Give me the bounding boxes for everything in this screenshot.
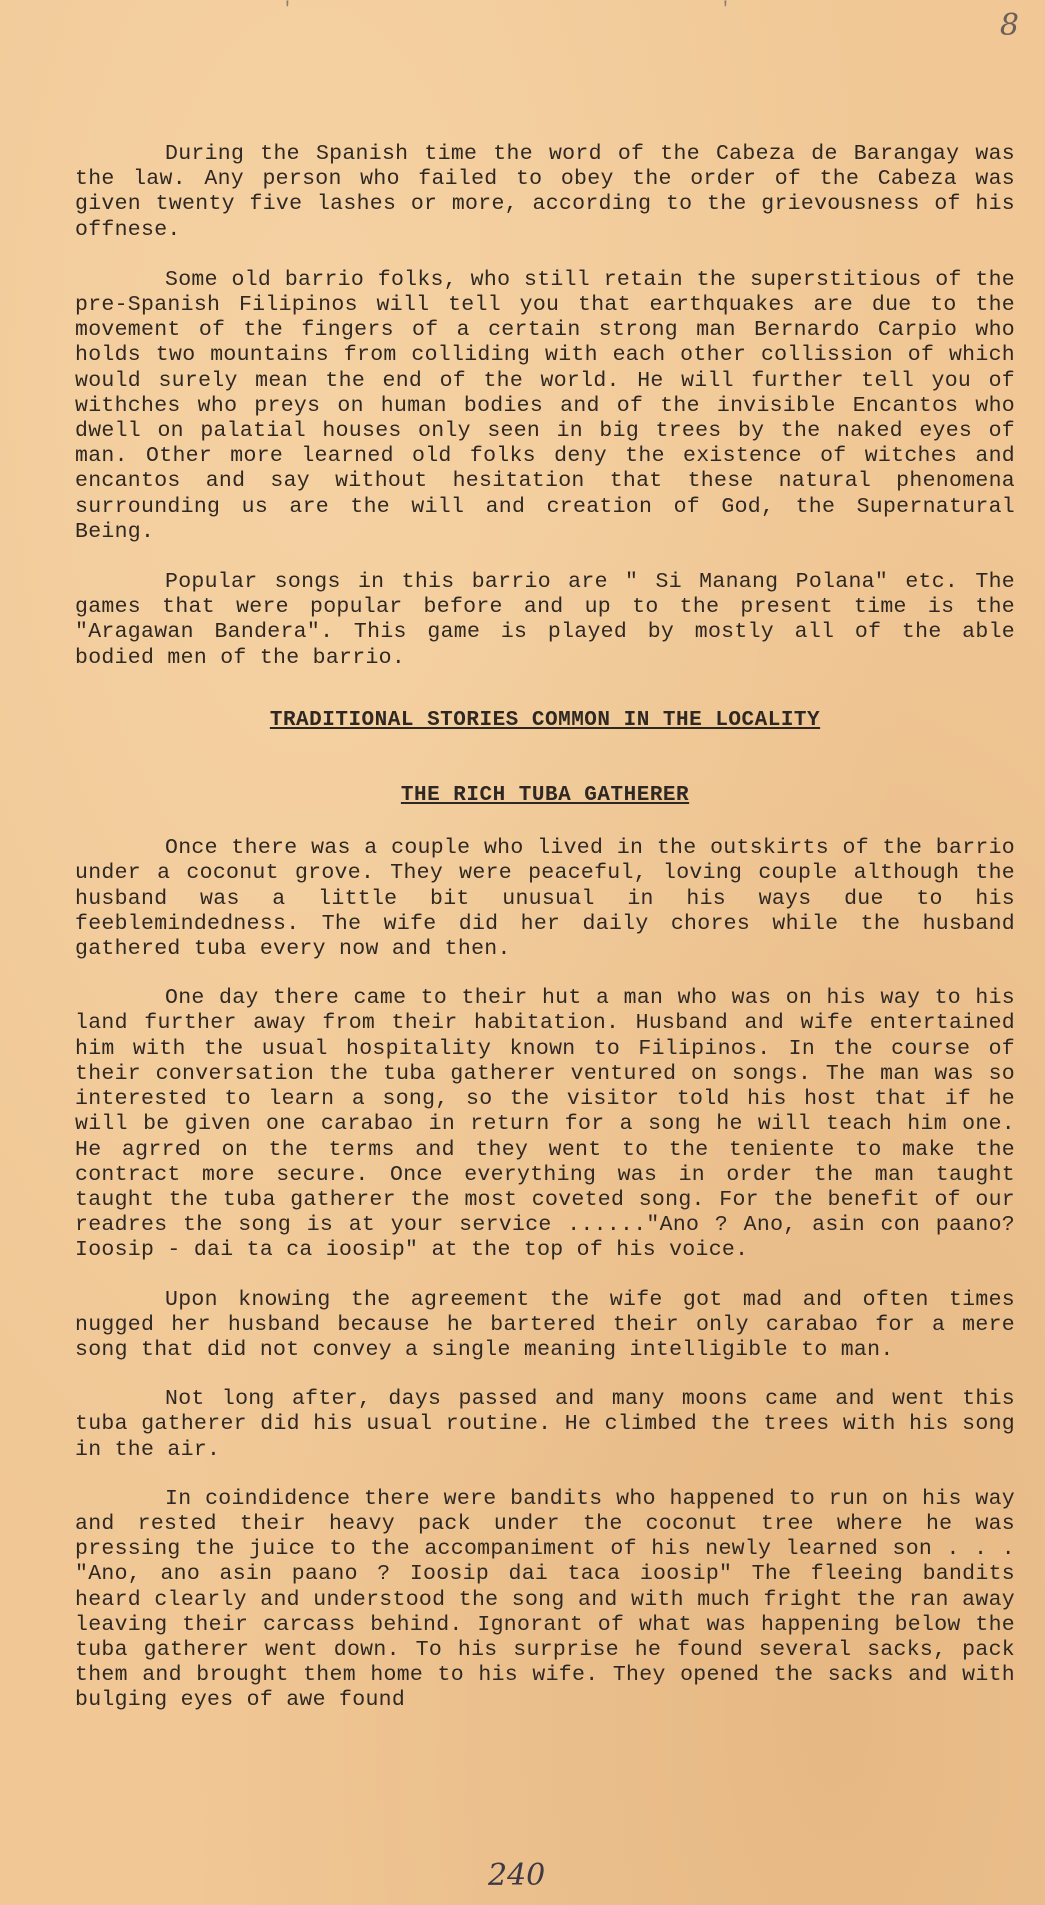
document-body: [75, 142, 1015, 1738]
story-paragraph-5: In coindidence there were bandits who happened to run on his way and rested their heavy pack under the coconut tree where he was pressing the juice to the accompaniment of his newly learned son . . . "Ano, ano asin paano ? Ioosip dai taca ioosip" The fleeing bandits heard clearly and understood the song and with much fright the ran away leaving their carcass behind. Ignorant of what was happening below the tuba gatherer went down. To his surprise he found several sacks, pack them and brought them home to his wife. They opened the sacks and with bulging eyes of awe found: [75, 1486, 1015, 1713]
archive-number: 240: [488, 1858, 546, 1893]
page-number: 8: [999, 8, 1019, 43]
story-paragraph-2: One day there came to their hut a man who was on his way to his land further away from their habitation. Husband and wife entertained him with the usual hospitality known to Filipinos. In the course of their conversation the tuba gatherer ventured on songs. The man was so interested to learn a song, so the visitor told his host that if he will be given one carabao in return for a song he will teach him one. He agrred on the terms and they went to the teniente to make the contract more secure. Once everything was in order the man taught taught the tuba gatherer the most coveted song. For the benefit of our readres the song is at your service ......"Ano ? Ano, asin con paano? Ioosip - dai ta ca ioosip" at the top of his voice.: [75, 986, 1015, 1263]
paragraph-superstitions: Some old barrio folks, who still retain the superstitious of the pre-Spanish Filipinos will tell you that earthquakes are due to the movement of the fingers of a certain strong man Bernardo Carpio who holds two mountains from colliding with each other collission of which would surely mean the end of the world. He will further tell you of withches who preys on human bodies and of the invisible Encantos who dwell on palatial houses only seen in big trees by the naked eyes of man. Other more learned old folks deny the existence of witches and encantos and say without hesitation that these natural phenomena surrounding us are the will and creation of God, the Supernatural Being.: [75, 267, 1015, 544]
story-paragraph-1: Once there was a couple who lived in the outskirts of the barrio under a coconut grove. They were peaceful, loving couple although the husband was a little bit unusual in his ways due to his feeblemindedness. The wife did her daily chores while the husband gathered tuba every now and then.: [75, 836, 1015, 962]
paragraph-songs-games: Popular songs in this barrio are " Si Manang Polana" etc. The games that were popular before and up to the present time is the "Aragawan Bandera". This game is played by mostly all of the able bodied men of the barrio.: [75, 570, 1015, 670]
story-paragraph-3: Upon knowing the agreement the wife got mad and often times nugged her husband because he bartered their only carabao for a mere song that did not convey a single meaning intelligible to man.: [75, 1287, 1015, 1362]
section-heading: TRADITIONAL STORIES COMMON IN THE LOCALITY: [269, 708, 821, 732]
corner-mark-left: ': [282, 0, 293, 20]
corner-mark-right: ': [720, 0, 731, 20]
story-title: THE RICH TUBA GATHERER: [400, 784, 690, 808]
story-paragraph-4: Not long after, days passed and many moons came and went this tuba gatherer did his usual routine. He climbed the trees with his song in the air.: [75, 1387, 1015, 1462]
paragraph-cabeza: During the Spanish time the word of the Cabeza de Barangay was the law. Any person who failed to obey the order of the Cabeza was given twenty five lashes or more, according to the grievousness of his offnese.: [75, 142, 1015, 242]
